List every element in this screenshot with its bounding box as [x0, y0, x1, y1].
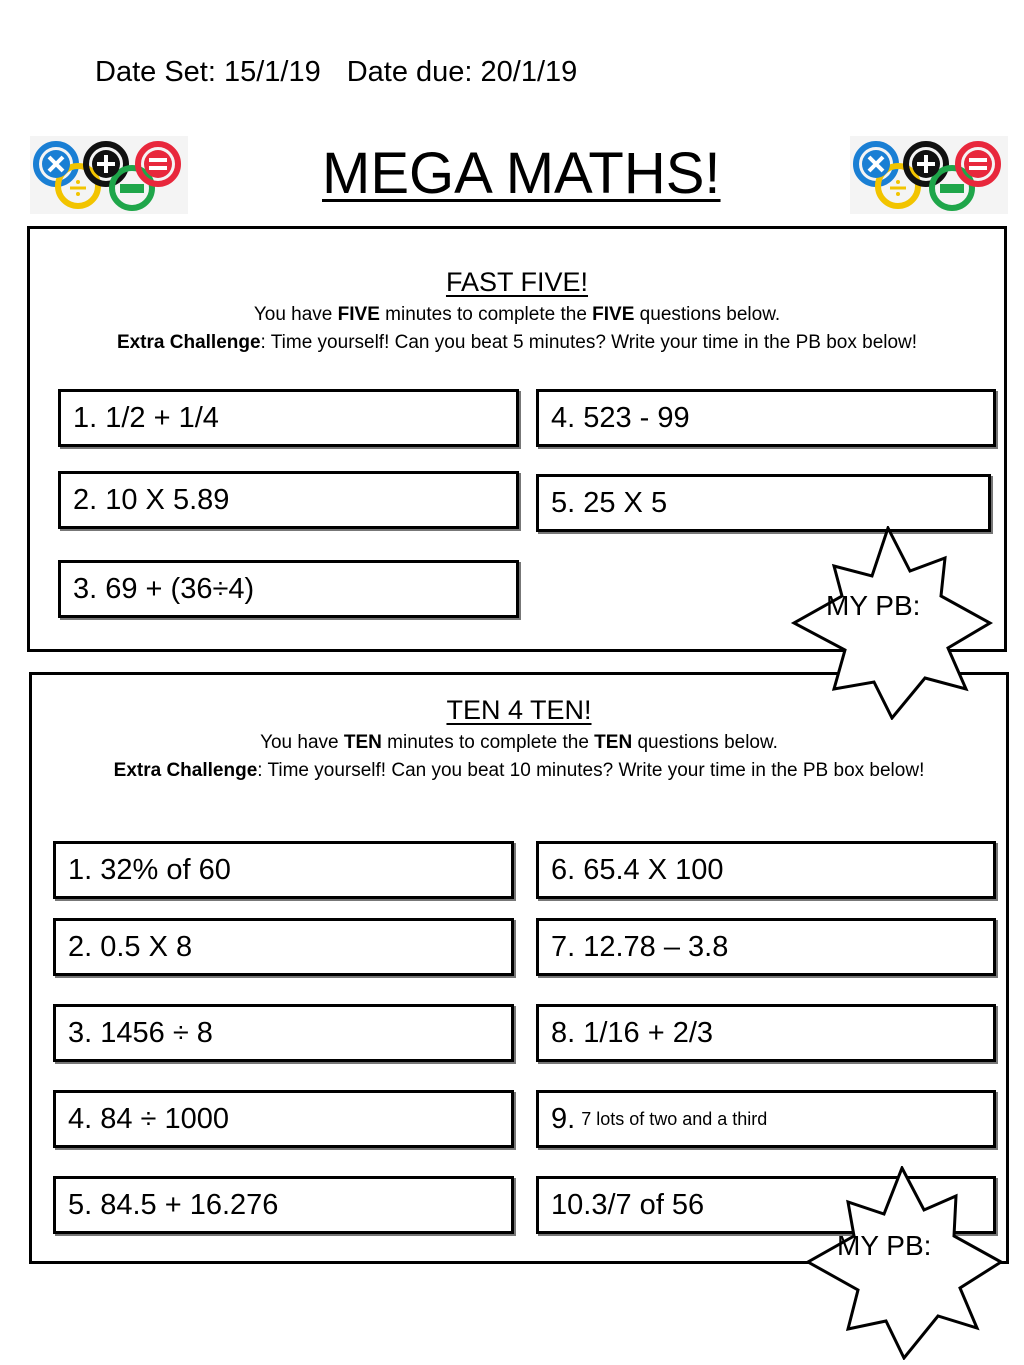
pb-star-badge: [790, 526, 994, 720]
fast-five-title: FAST FIVE!: [445, 267, 589, 297]
fast-five-question-3[interactable]: 3. 69 + (36÷4): [58, 560, 519, 618]
fast-five-question-1[interactable]: 1. 1/2 + 1/4: [58, 389, 519, 447]
olympic-maths-rings-icon: [850, 136, 1008, 214]
fast-five-challenge: Extra Challenge: Time yourself! Can you beat 5 minutes? Write your time in the PB box below!: [116, 332, 918, 353]
date-set: Date Set: 15/1/19: [95, 56, 321, 88]
ten-4-ten-question-2[interactable]: 2. 0.5 X 8: [53, 918, 514, 976]
date-due: Date due: 20/1/19: [346, 56, 578, 88]
pb-star-badge: [804, 1166, 1004, 1360]
fast-five-header: [30, 267, 1004, 354]
ten-4-ten-pb-label[interactable]: MY PB:: [837, 1230, 932, 1261]
ten-4-ten-question-6[interactable]: 6. 65.4 X 100: [536, 841, 996, 899]
ten-4-ten-question-3[interactable]: 3. 1456 ÷ 8: [53, 1004, 514, 1062]
fast-five-question-5[interactable]: 5. 25 X 5: [536, 474, 991, 532]
ten-4-ten-question-5[interactable]: 5. 84.5 + 16.276: [53, 1176, 514, 1234]
ten-4-ten-question-1[interactable]: 1. 32% of 60: [53, 841, 514, 899]
fast-five-question-4[interactable]: 4. 523 - 99: [536, 389, 996, 447]
ten-4-ten-question-10[interactable]: 10.3/7 of 56: [536, 1176, 996, 1234]
question-9-text: 7 lots of two and a third: [581, 1108, 768, 1129]
ten-4-ten-instructions: You have TEN minutes to complete the TEN questions below.: [260, 732, 778, 753]
page-title: MEGA MATHS!: [322, 141, 721, 206]
olympic-maths-rings-icon: [30, 136, 188, 214]
date-line: [95, 56, 577, 89]
fast-five-question-2[interactable]: 2. 10 X 5.89: [58, 471, 519, 529]
fast-five-pb-label[interactable]: MY PB:: [826, 590, 921, 621]
ten-4-ten-question-7[interactable]: 7. 12.78 – 3.8: [536, 918, 996, 976]
ten-4-ten-challenge: Extra Challenge: Time yourself! Can you beat 10 minutes? Write your time in the PB box below!: [113, 760, 925, 781]
ten-4-ten-question-8[interactable]: 8. 1/16 + 2/3: [536, 1004, 996, 1062]
ten-4-ten-question-4[interactable]: 4. 84 ÷ 1000: [53, 1090, 514, 1148]
question-9-number: 9.: [551, 1102, 576, 1135]
fast-five-instructions: You have FIVE minutes to complete the FIVE questions below.: [253, 304, 781, 325]
ten-4-ten-title: TEN 4 TEN!: [446, 695, 592, 725]
ten-4-ten-question-9[interactable]: [536, 1090, 996, 1148]
